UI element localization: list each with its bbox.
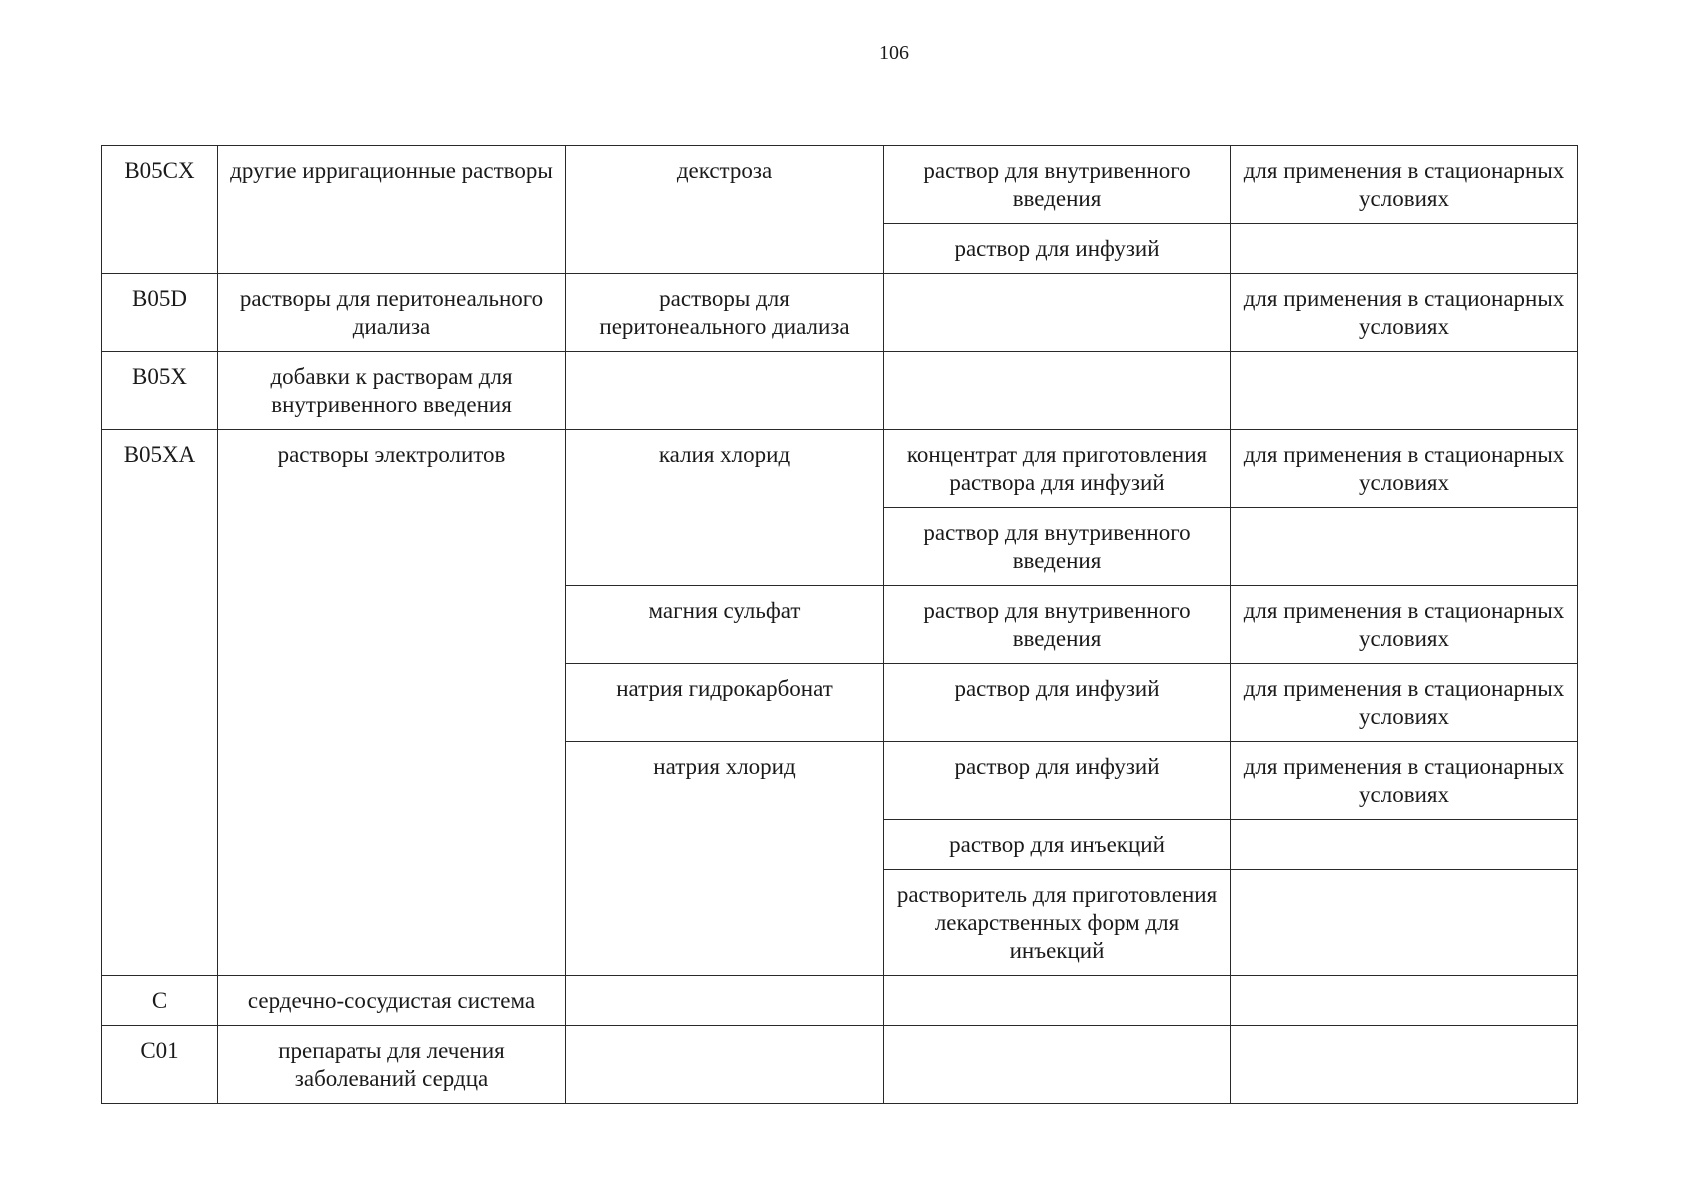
substance-cell: магния сульфат <box>566 586 884 664</box>
note-cell: для применения в стационарных условиях <box>1231 146 1578 224</box>
note-cell: для применения в стационарных условиях <box>1231 742 1578 820</box>
dosage-form-cell <box>884 352 1231 430</box>
atc-code-cell: B05CX <box>102 146 218 274</box>
note-cell <box>1231 1026 1578 1104</box>
atc-code-cell: B05XA <box>102 430 218 976</box>
note-cell: для применения в стационарных условиях <box>1231 274 1578 352</box>
substance-cell: калия хлорид <box>566 430 884 586</box>
dosage-form-cell <box>884 274 1231 352</box>
dosage-form-cell: растворитель для приготовления лекарственных форм для инъекций <box>884 870 1231 976</box>
note-cell <box>1231 976 1578 1026</box>
group-name-cell: растворы электролитов <box>218 430 566 976</box>
group-name-cell: другие ирригационные растворы <box>218 146 566 274</box>
note-cell: для применения в стационарных условиях <box>1231 664 1578 742</box>
group-name-cell: добавки к растворам для внутривенного введения <box>218 352 566 430</box>
dosage-form-cell <box>884 1026 1231 1104</box>
substance-cell: натрия хлорид <box>566 742 884 976</box>
dosage-form-cell <box>884 976 1231 1026</box>
substance-cell: декстроза <box>566 146 884 274</box>
dosage-form-cell: раствор для внутривенного введения <box>884 508 1231 586</box>
dosage-form-cell: раствор для инфузий <box>884 742 1231 820</box>
note-cell <box>1231 508 1578 586</box>
table-row <box>102 1026 1578 1104</box>
dosage-form-cell: раствор для инфузий <box>884 664 1231 742</box>
group-name-cell: сердечно-сосудистая система <box>218 976 566 1026</box>
dosage-form-cell: раствор для внутривенного введения <box>884 586 1231 664</box>
dosage-form-cell: раствор для инфузий <box>884 224 1231 274</box>
note-cell <box>1231 352 1578 430</box>
group-name-cell: препараты для лечения заболеваний сердца <box>218 1026 566 1104</box>
table-row <box>102 430 1578 508</box>
substance-cell: натрия гидрокарбонат <box>566 664 884 742</box>
atc-code-cell: C <box>102 976 218 1026</box>
note-cell <box>1231 224 1578 274</box>
note-cell: для применения в стационарных условиях <box>1231 430 1578 508</box>
atc-code-cell: C01 <box>102 1026 218 1104</box>
dosage-form-cell: раствор для инъекций <box>884 820 1231 870</box>
atc-code-cell: B05X <box>102 352 218 430</box>
table-row <box>102 274 1578 352</box>
dosage-form-cell: раствор для внутривенного введения <box>884 146 1231 224</box>
group-name-cell: растворы для перитонеального диализа <box>218 274 566 352</box>
note-cell <box>1231 820 1578 870</box>
substance-cell: растворы для перитонеального диализа <box>566 274 884 352</box>
dosage-form-cell: концентрат для приготовления раствора для инфузий <box>884 430 1231 508</box>
note-cell <box>1231 870 1578 976</box>
atc-code-cell: B05D <box>102 274 218 352</box>
substance-cell <box>566 352 884 430</box>
page-number: 106 <box>879 42 909 64</box>
table-row <box>102 352 1578 430</box>
note-cell: для применения в стационарных условиях <box>1231 586 1578 664</box>
drug-classification-table <box>101 145 1578 1104</box>
table-row <box>102 976 1578 1026</box>
substance-cell <box>566 1026 884 1104</box>
substance-cell <box>566 976 884 1026</box>
table-row <box>102 146 1578 224</box>
